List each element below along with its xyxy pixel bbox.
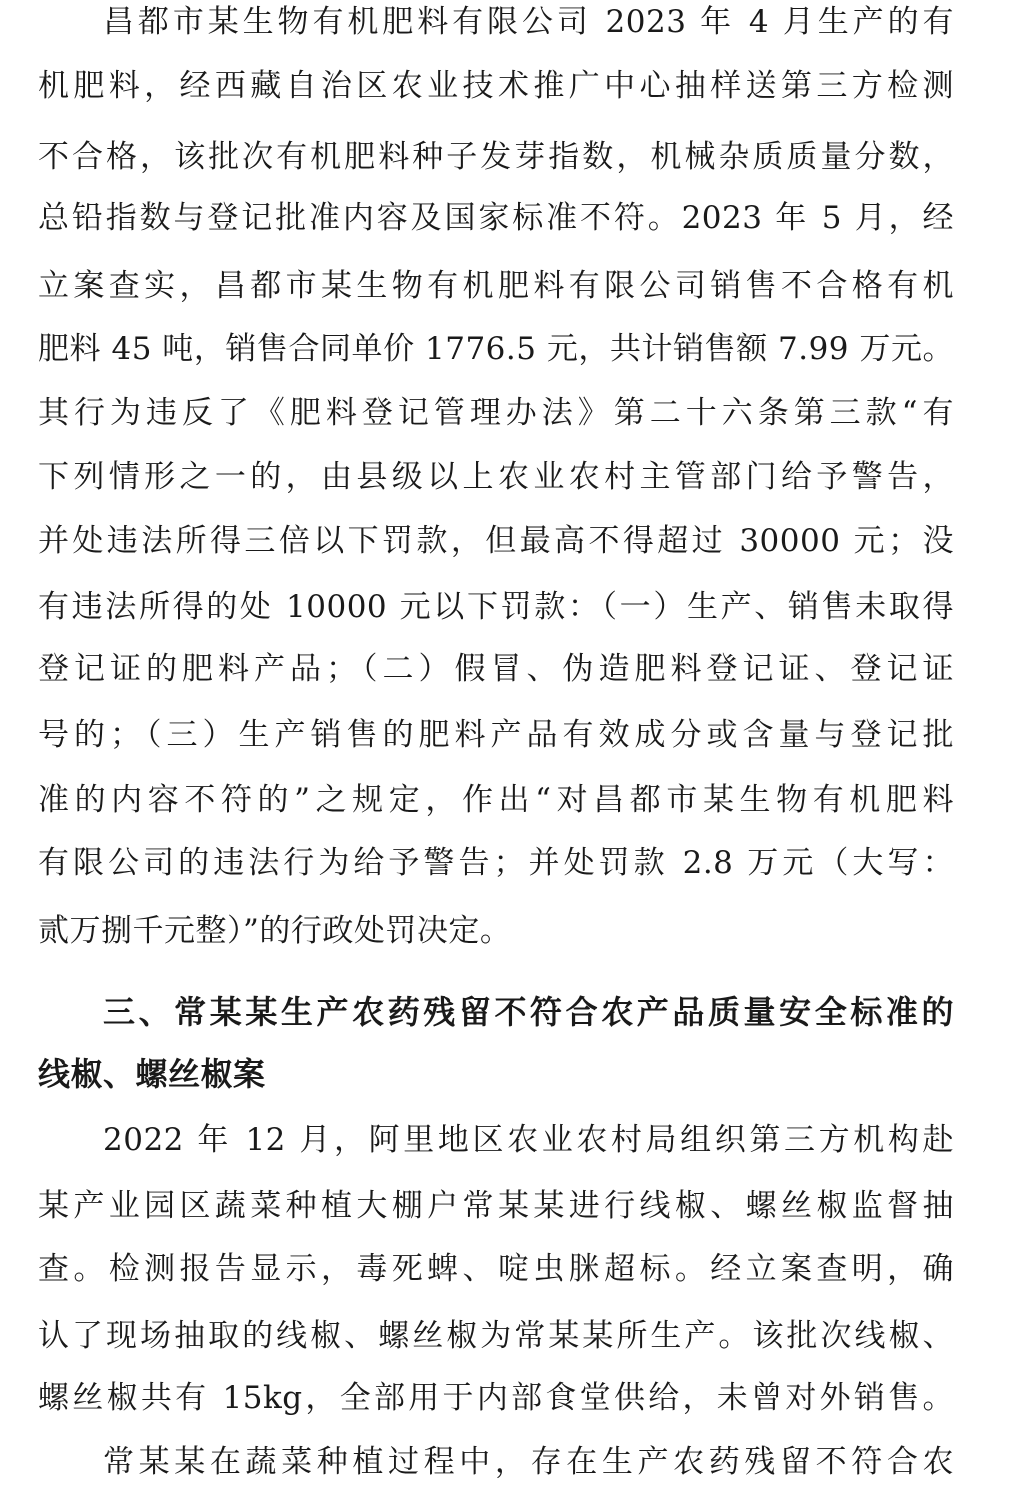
text-line: 机肥料，经西藏自治区农业技术推广中心抽样送第三方检测 bbox=[38, 68, 954, 104]
text-line: 并处违法所得三倍以下罚款，但最高不得超过 30000 元；没 bbox=[38, 523, 954, 559]
text-line: 某产业园区蔬菜种植大棚户常某某进行线椒、螺丝椒监督抽 bbox=[38, 1188, 954, 1224]
text-line: 准的内容不符的”之规定，作出“对昌都市某生物有机肥料 bbox=[38, 782, 954, 818]
text-line: 号的；（三）生产销售的肥料产品有效成分或含量与登记批 bbox=[38, 717, 954, 753]
text-line: 不合格，该批次有机肥料种子发芽指数，机械杂质质量分数， bbox=[38, 139, 954, 175]
text-line: 其行为违反了《肥料登记管理办法》第二十六条第三款“有 bbox=[38, 395, 954, 431]
text-line: 贰万捌千元整）”的行政处罚决定。 bbox=[38, 913, 512, 949]
text-line: 螺丝椒共有 15kg，全部用于内部食堂供给，未曾对外销售。 bbox=[38, 1380, 954, 1416]
text-line: 有限公司的违法行为给予警告；并处罚款 2.8 万元（大写： bbox=[38, 845, 954, 881]
text-line: 认了现场抽取的线椒、螺丝椒为常某某所生产。该批次线椒、 bbox=[38, 1318, 954, 1354]
text-line: 常某某在蔬菜种植过程中，存在生产农药残留不符合农 bbox=[103, 1444, 954, 1480]
text-line: 2022 年 12 月，阿里地区农业农村局组织第三方机构赴 bbox=[103, 1122, 954, 1158]
text-line: 查。检测报告显示，毒死蜱、啶虫脒超标。经立案查明，确 bbox=[38, 1251, 954, 1287]
section-heading: 线椒、螺丝椒案 bbox=[38, 1055, 266, 1093]
text-line: 昌都市某生物有机肥料有限公司 2023 年 4 月生产的有 bbox=[103, 4, 954, 40]
text-line: 肥料 45 吨，销售合同单价 1776.5 元，共计销售额 7.99 万元。 bbox=[38, 331, 954, 367]
section-heading: 三、常某某生产农药残留不符合农产品质量安全标准的 bbox=[103, 993, 954, 1031]
text-line: 立案查实，昌都市某生物有机肥料有限公司销售不合格有机 bbox=[38, 268, 954, 304]
text-line: 有违法所得的处 10000 元以下罚款：（一）生产、销售未取得 bbox=[38, 589, 954, 625]
text-line: 下列情形之一的，由县级以上农业农村主管部门给予警告， bbox=[38, 459, 954, 495]
text-line: 登记证的肥料产品；（二）假冒、伪造肥料登记证、登记证 bbox=[38, 651, 954, 687]
text-line: 总铅指数与登记批准内容及国家标准不符。2023 年 5 月，经 bbox=[38, 200, 954, 236]
